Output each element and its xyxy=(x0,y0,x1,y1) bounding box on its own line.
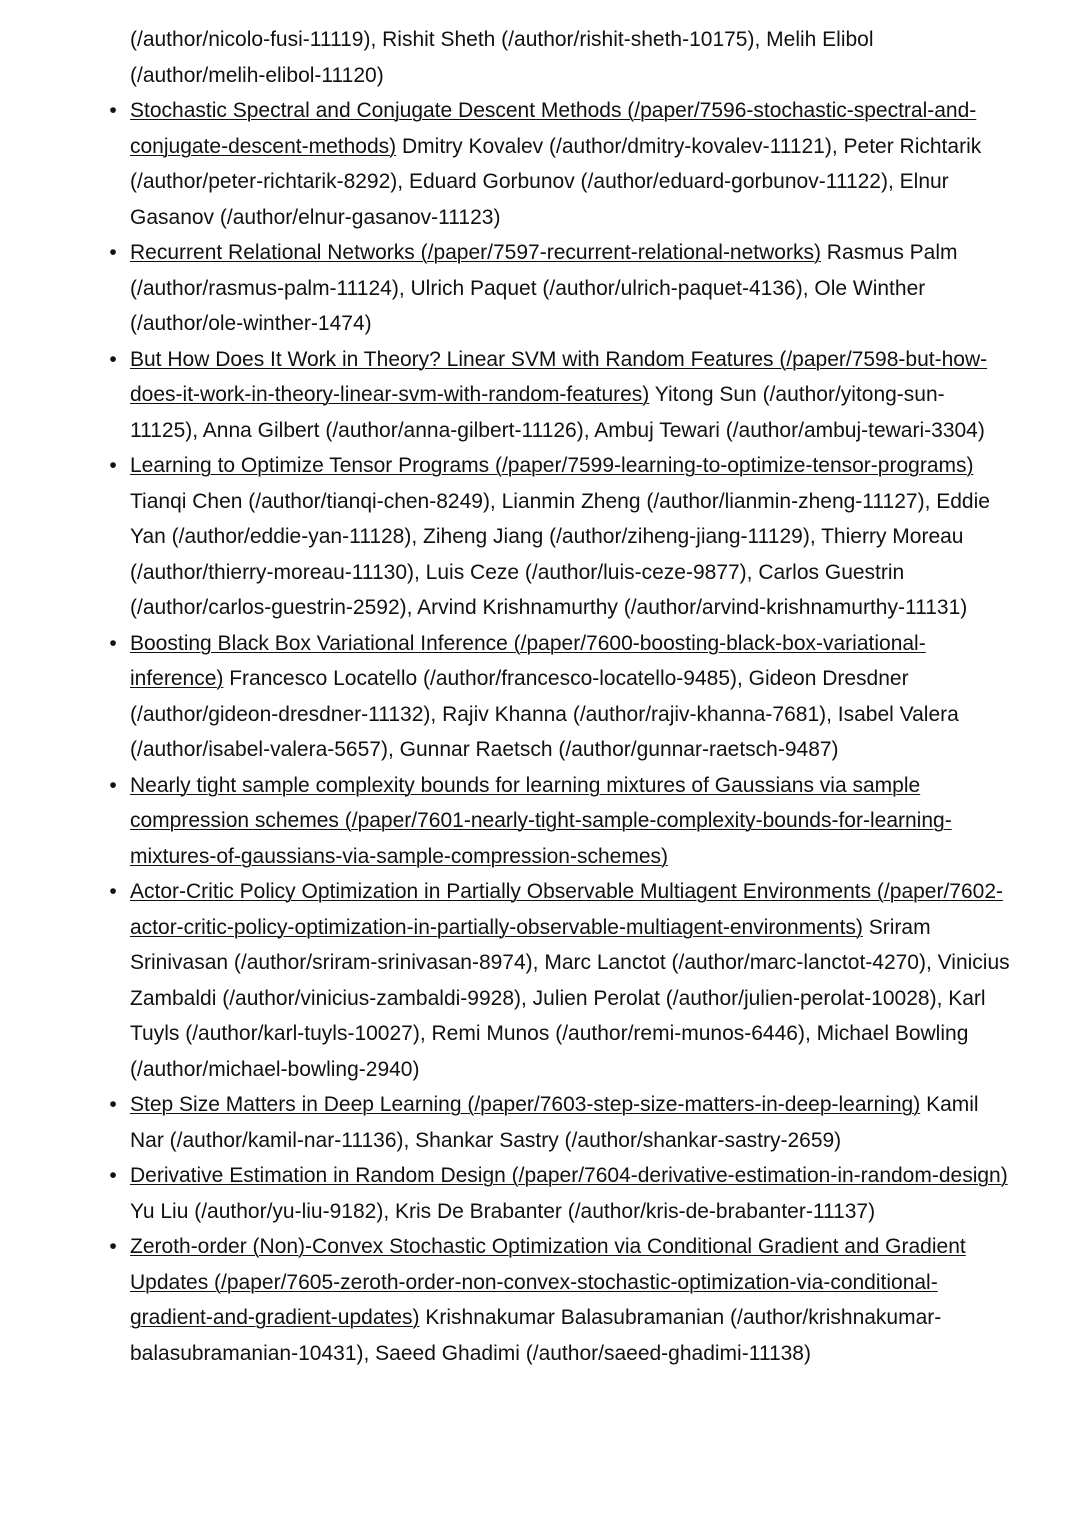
paper-link[interactable]: Recurrent Relational Networks (/paper/7597-recurrent-relational-networks) xyxy=(130,241,821,264)
paper-authors: Francesco Locatello (/author/francesco-locatello-9485), Gideon Dresdner (/author/gideon-dresdner-11132), Rajiv Khanna (/author/rajiv-khanna-7681), Isabel Valera (/author/isabel-valera-5657), Gunnar Raetsch (/author/gunnar-raetsch-9487) xyxy=(130,667,959,761)
list-item xyxy=(109,1087,1010,1158)
paper-link[interactable]: Nearly tight sample complexity bounds for learning mixtures of Gaussians via sample compression schemes (/paper/7601-nearly-tight-sample-complexity-bounds-for-learning-mixtures-of-gaussians-via-sample-compression-schemes) xyxy=(130,773,952,868)
bullet-icon: • xyxy=(109,99,117,122)
paper-list xyxy=(0,93,1010,1371)
list-item xyxy=(109,626,1010,768)
paper-link[interactable]: Stochastic Spectral and Conjugate Descent Methods (/paper/7596-stochastic-spectral-and-conjugate-descent-methods) xyxy=(130,99,977,158)
bullet-icon: • xyxy=(109,880,117,903)
bullet-icon: • xyxy=(109,631,117,655)
bullet-icon: • xyxy=(109,454,117,477)
list-item xyxy=(109,448,1010,626)
paper-list-page xyxy=(0,22,1080,1371)
paper-authors: Tianqi Chen (/author/tianqi-chen-8249), Lianmin Zheng (/author/lianmin-zheng-11127), Eddie Yan (/author/eddie-yan-11128), Ziheng Jiang (/author/ziheng-jiang-11129), Thierry Moreau (/author/thierry-moreau-11130), Luis Ceze (/author/luis-ceze-9877), Carlos Guestrin (/author/carlos-guestrin-2592), Arvind Krishnamurthy (/author/arvind-krishnamurthy-11131) xyxy=(130,489,990,619)
bullet-icon: • xyxy=(109,1235,117,1258)
list-item xyxy=(109,1158,1010,1229)
bullet-icon: • xyxy=(109,1093,117,1116)
paper-authors: Yu Liu (/author/yu-liu-9182), Kris De Brabanter (/author/kris-de-brabanter-11137) xyxy=(130,1199,876,1223)
list-item xyxy=(109,93,1010,235)
paper-authors: Sriram Srinivasan (/author/sriram-srinivasan-8974), Marc Lanctot (/author/marc-lanctot-4270), Vinicius Zambaldi (/author/vinicius-zambaldi-9928), Julien Perolat (/author/julien-perolat-10028), Karl Tuyls (/author/karl-tuyls-10027), Remi Munos (/author/remi-munos-6446), Michael Bowling (/author/michael-bowling-2940) xyxy=(130,915,1010,1081)
bullet-icon: • xyxy=(109,1164,117,1187)
paper-link[interactable]: Step Size Matters in Deep Learning (/paper/7603-step-size-matters-in-deep-learning) xyxy=(130,1093,921,1116)
paper-link[interactable]: Learning to Optimize Tensor Programs (/paper/7599-learning-to-optimize-tensor-programs) xyxy=(130,454,974,477)
previous-item-authors: (/author/nicolo-fusi-11119), Rishit Sheth (/author/rishit-sheth-10175), Melih Elibol (/author/melih-elibol-11120) xyxy=(130,28,874,87)
list-item xyxy=(109,1229,1010,1371)
paper-link[interactable]: Zeroth-order (Non)-Convex Stochastic Optimization via Conditional Gradient and Gradient Updates (/paper/7605-zeroth-order-non-convex-stochastic-optimization-via-conditional-gradient-and-gradient-updates) xyxy=(130,1235,966,1329)
paper-authors: Dmitry Kovalev (/author/dmitry-kovalev-11121), Peter Richtarik (/author/peter-richtarik-8292), Eduard Gorbunov (/author/eduard-gorbunov-11122), Elnur Gasanov (/author/elnur-gasanov-11123) xyxy=(130,134,982,229)
list-item xyxy=(109,342,1010,449)
paper-authors: Kamil Nar (/author/kamil-nar-11136), Shankar Sastry (/author/shankar-sastry-2659) xyxy=(130,1093,979,1152)
bullet-icon: • xyxy=(109,241,117,264)
list-item xyxy=(109,235,1010,342)
paper-authors: Krishnakumar Balasubramanian (/author/krishnakumar-balasubramanian-10431), Saeed Ghadimi (/author/saeed-ghadimi-11138) xyxy=(130,1306,942,1365)
paper-link[interactable]: But How Does It Work in Theory? Linear SVM with Random Features (/paper/7598-but-how-does-it-work-in-theory-linear-svm-with-random-features) xyxy=(130,347,988,406)
list-item xyxy=(109,874,1010,1087)
list-item xyxy=(109,768,1010,875)
paper-authors: Rasmus Palm (/author/rasmus-palm-11124), Ulrich Paquet (/author/ulrich-paquet-4136), Ole Winther (/author/ole-winther-1474) xyxy=(130,241,958,335)
paper-authors: Yitong Sun (/author/yitong-sun-11125), Anna Gilbert (/author/anna-gilbert-11126), Ambuj Tewari (/author/ambuj-tewari-3304) xyxy=(130,383,985,442)
bullet-icon: • xyxy=(109,347,117,371)
paper-link[interactable]: Derivative Estimation in Random Design (/paper/7604-derivative-estimation-in-random-design) xyxy=(130,1164,1008,1187)
paper-link[interactable]: Actor-Critic Policy Optimization in Partially Observable Multiagent Environments (/paper/7602-actor-critic-policy-optimization-in-partially-observable-multiagent-environments) xyxy=(130,880,1004,939)
paper-link[interactable]: Boosting Black Box Variational Inference (/paper/7600-boosting-black-box-variational-inference) xyxy=(130,631,926,690)
bullet-icon: • xyxy=(109,773,117,797)
